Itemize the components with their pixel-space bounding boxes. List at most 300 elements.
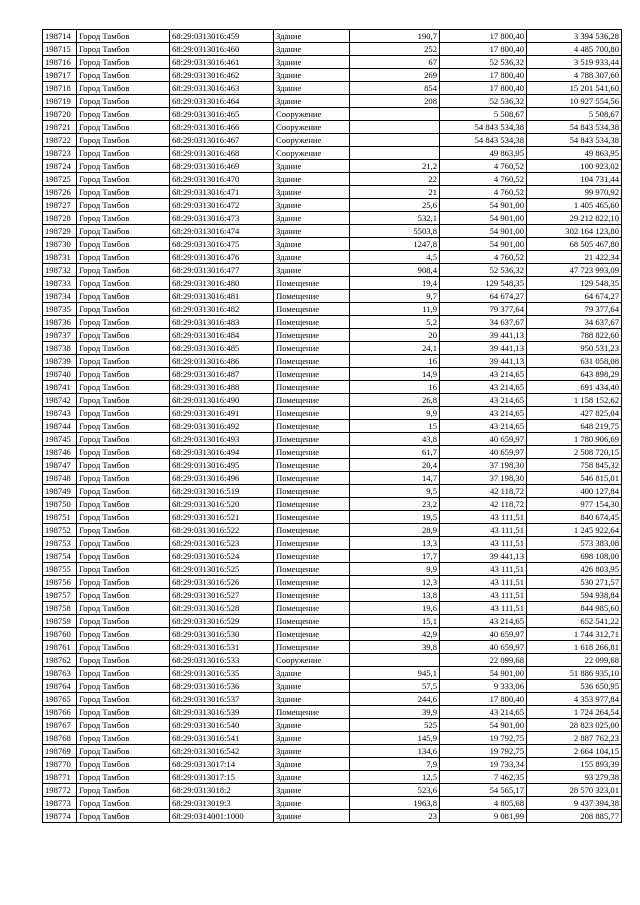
cadastral-value-cell: 1 744 312,71 [527, 628, 622, 641]
table-row [43, 225, 622, 238]
cadastral-value-cell: 2 887 762,23 [527, 732, 622, 745]
area-cell: 9,5 [350, 485, 440, 498]
city-cell: Город Тамбов [77, 732, 170, 745]
area-cell: 11,9 [350, 303, 440, 316]
city-cell: Город Тамбов [77, 368, 170, 381]
unit-value-cell: 54 565,17 [440, 784, 527, 797]
row-number-cell: 198718 [43, 82, 77, 95]
area-cell: 9,9 [350, 563, 440, 576]
city-cell: Город Тамбов [77, 589, 170, 602]
object-type-cell: Помещение [274, 628, 350, 641]
row-number-cell: 198757 [43, 589, 77, 602]
city-cell: Город Тамбов [77, 43, 170, 56]
area-cell [350, 108, 440, 121]
area-cell: 190,7 [350, 30, 440, 43]
city-cell: Город Тамбов [77, 745, 170, 758]
cadastral-number-cell: 68:29:0313016:459 [170, 30, 274, 43]
row-number-cell: 198736 [43, 316, 77, 329]
row-number-cell: 198770 [43, 758, 77, 771]
area-cell: 21 [350, 186, 440, 199]
cadastral-number-cell: 68:29:0313016:526 [170, 576, 274, 589]
cadastral-number-cell: 68:29:0313016:535 [170, 667, 274, 680]
row-number-cell: 198762 [43, 654, 77, 667]
table-row [43, 550, 622, 563]
table-row [43, 368, 622, 381]
cadastral-value-cell: 9 437 394,38 [527, 797, 622, 810]
city-cell: Город Тамбов [77, 472, 170, 485]
unit-value-cell: 52 536,32 [440, 56, 527, 69]
cadastral-number-cell: 68:29:0314001:1000 [170, 810, 274, 823]
unit-value-cell: 9 081,99 [440, 810, 527, 823]
table-row [43, 82, 622, 95]
unit-value-cell: 42 118,72 [440, 498, 527, 511]
cadastral-number-cell: 68:29:0313016:494 [170, 446, 274, 459]
table-row [43, 654, 622, 667]
area-cell: 15 [350, 420, 440, 433]
unit-value-cell: 19 792,75 [440, 732, 527, 745]
table-row [43, 524, 622, 537]
city-cell: Город Тамбов [77, 771, 170, 784]
city-cell: Город Тамбов [77, 134, 170, 147]
city-cell: Город Тамбов [77, 420, 170, 433]
object-type-cell: Помещение [274, 342, 350, 355]
table-row [43, 680, 622, 693]
object-type-cell: Здание [274, 732, 350, 745]
unit-value-cell: 17 800,40 [440, 43, 527, 56]
unit-value-cell: 54 901,00 [440, 238, 527, 251]
table-row [43, 316, 622, 329]
area-cell: 9,9 [350, 407, 440, 420]
city-cell: Город Тамбов [77, 251, 170, 264]
cadastral-value-cell: 1 724 264,54 [527, 706, 622, 719]
cadastral-number-cell: 68:29:0313016:490 [170, 394, 274, 407]
row-number-cell: 198758 [43, 602, 77, 615]
area-cell: 269 [350, 69, 440, 82]
row-number-cell: 198759 [43, 615, 77, 628]
object-type-cell: Здание [274, 758, 350, 771]
row-number-cell: 198774 [43, 810, 77, 823]
cadastral-number-cell: 68:29:0313016:533 [170, 654, 274, 667]
unit-value-cell: 42 118,72 [440, 485, 527, 498]
unit-value-cell: 54 901,00 [440, 667, 527, 680]
object-type-cell: Помещение [274, 420, 350, 433]
row-number-cell: 198764 [43, 680, 77, 693]
unit-value-cell: 54 843 534,38 [440, 134, 527, 147]
area-cell: 17,7 [350, 550, 440, 563]
area-cell: 43,8 [350, 433, 440, 446]
object-type-cell: Помещение [274, 498, 350, 511]
object-type-cell: Помещение [274, 459, 350, 472]
cadastral-number-cell: 68:29:0313016:486 [170, 355, 274, 368]
object-type-cell: Здание [274, 56, 350, 69]
cadastral-number-cell: 68:29:0313016:542 [170, 745, 274, 758]
cadastral-value-cell: 594 938,84 [527, 589, 622, 602]
table-row [43, 30, 622, 43]
unit-value-cell: 54 901,00 [440, 719, 527, 732]
area-cell: 532,1 [350, 212, 440, 225]
table-row [43, 797, 622, 810]
cadastral-number-cell: 68:29:0313016:472 [170, 199, 274, 212]
cadastral-value-cell: 698 108,00 [527, 550, 622, 563]
object-type-cell: Здание [274, 719, 350, 732]
cadastral-value-cell: 208 885,77 [527, 810, 622, 823]
row-number-cell: 198715 [43, 43, 77, 56]
object-type-cell: Помещение [274, 446, 350, 459]
row-number-cell: 198760 [43, 628, 77, 641]
object-type-cell: Помещение [274, 355, 350, 368]
unit-value-cell: 43 214,65 [440, 381, 527, 394]
cadastral-value-cell: 21 422,34 [527, 251, 622, 264]
row-number-cell: 198767 [43, 719, 77, 732]
table-row [43, 290, 622, 303]
object-type-cell: Помещение [274, 524, 350, 537]
unit-value-cell: 4 760,52 [440, 186, 527, 199]
city-cell: Город Тамбов [77, 641, 170, 654]
city-cell: Город Тамбов [77, 446, 170, 459]
row-number-cell: 198722 [43, 134, 77, 147]
table-row [43, 563, 622, 576]
row-number-cell: 198734 [43, 290, 77, 303]
city-cell: Город Тамбов [77, 758, 170, 771]
table-row [43, 446, 622, 459]
cadastral-value-cell: 68 505 467,80 [527, 238, 622, 251]
table-row [43, 667, 622, 680]
area-cell: 12,3 [350, 576, 440, 589]
cadastral-value-cell: 64 674,27 [527, 290, 622, 303]
cadastral-number-cell: 68:29:0313016:520 [170, 498, 274, 511]
unit-value-cell: 54 901,00 [440, 212, 527, 225]
cadastral-number-cell: 68:29:0313016:527 [170, 589, 274, 602]
cadastral-value-cell: 643 898,29 [527, 368, 622, 381]
object-type-cell: Здание [274, 225, 350, 238]
area-cell: 42,9 [350, 628, 440, 641]
city-cell: Город Тамбов [77, 810, 170, 823]
area-cell: 21,2 [350, 160, 440, 173]
table-row [43, 433, 622, 446]
table-row [43, 69, 622, 82]
area-cell: 1963,8 [350, 797, 440, 810]
city-cell: Город Тамбов [77, 342, 170, 355]
table-row [43, 381, 622, 394]
table-row [43, 511, 622, 524]
table-row [43, 173, 622, 186]
cadastral-value-cell: 840 674,45 [527, 511, 622, 524]
object-type-cell: Здание [274, 680, 350, 693]
unit-value-cell: 43 111,51 [440, 576, 527, 589]
cadastral-value-cell: 4 788 307,60 [527, 69, 622, 82]
cadastral-number-cell: 68:29:0313016:485 [170, 342, 274, 355]
unit-value-cell: 54 901,00 [440, 199, 527, 212]
area-cell: 16 [350, 355, 440, 368]
city-cell: Город Тамбов [77, 160, 170, 173]
cadastral-number-cell: 68:29:0313016:529 [170, 615, 274, 628]
table-row [43, 264, 622, 277]
cadastral-value-cell: 546 815,01 [527, 472, 622, 485]
cadastral-value-cell: 1 158 152,62 [527, 394, 622, 407]
cadastral-number-cell: 68:29:0313016:469 [170, 160, 274, 173]
row-number-cell: 198743 [43, 407, 77, 420]
area-cell: 67 [350, 56, 440, 69]
city-cell: Город Тамбов [77, 407, 170, 420]
cadastral-number-cell: 68:29:0313016:465 [170, 108, 274, 121]
city-cell: Город Тамбов [77, 199, 170, 212]
area-cell: 908,4 [350, 264, 440, 277]
object-type-cell: Здание [274, 82, 350, 95]
unit-value-cell: 43 111,51 [440, 602, 527, 615]
area-cell: 57,5 [350, 680, 440, 693]
table-row [43, 628, 622, 641]
row-number-cell: 198738 [43, 342, 77, 355]
area-cell: 252 [350, 43, 440, 56]
area-cell: 4,5 [350, 251, 440, 264]
area-cell: 244,6 [350, 693, 440, 706]
row-number-cell: 198765 [43, 693, 77, 706]
city-cell: Город Тамбов [77, 550, 170, 563]
object-type-cell: Помещение [274, 602, 350, 615]
city-cell: Город Тамбов [77, 680, 170, 693]
table-row [43, 303, 622, 316]
unit-value-cell: 4 760,52 [440, 173, 527, 186]
cadastral-value-cell: 648 219,75 [527, 420, 622, 433]
cadastral-value-cell: 573 383,08 [527, 537, 622, 550]
area-cell: 14,7 [350, 472, 440, 485]
object-type-cell: Здание [274, 810, 350, 823]
area-cell: 1247,8 [350, 238, 440, 251]
row-number-cell: 198731 [43, 251, 77, 264]
cadastral-number-cell: 68:29:0313016:487 [170, 368, 274, 381]
unit-value-cell: 39 441,13 [440, 550, 527, 563]
unit-value-cell: 22 099,68 [440, 654, 527, 667]
row-number-cell: 198723 [43, 147, 77, 160]
cadastral-number-cell: 68:29:0313016:522 [170, 524, 274, 537]
city-cell: Город Тамбов [77, 264, 170, 277]
unit-value-cell: 7 462,35 [440, 771, 527, 784]
city-cell: Город Тамбов [77, 576, 170, 589]
unit-value-cell: 79 377,64 [440, 303, 527, 316]
object-type-cell: Помещение [274, 407, 350, 420]
row-number-cell: 198745 [43, 433, 77, 446]
object-type-cell: Помещение [274, 394, 350, 407]
area-cell: 39,8 [350, 641, 440, 654]
row-number-cell: 198746 [43, 446, 77, 459]
area-cell: 15,1 [350, 615, 440, 628]
cadastral-value-cell: 691 434,40 [527, 381, 622, 394]
table-row [43, 160, 622, 173]
object-type-cell: Здание [274, 771, 350, 784]
area-cell: 16 [350, 381, 440, 394]
object-type-cell: Сооружение [274, 654, 350, 667]
cadastral-value-cell: 950 531,23 [527, 342, 622, 355]
cadastral-value-cell: 99 970,92 [527, 186, 622, 199]
object-type-cell: Помещение [274, 290, 350, 303]
area-cell: 22 [350, 173, 440, 186]
city-cell: Город Тамбов [77, 784, 170, 797]
table-row [43, 615, 622, 628]
cadastral-number-cell: 68:29:0313016:470 [170, 173, 274, 186]
city-cell: Город Тамбов [77, 498, 170, 511]
area-cell [350, 147, 440, 160]
unit-value-cell: 40 659,97 [440, 628, 527, 641]
city-cell: Город Тамбов [77, 563, 170, 576]
city-cell: Город Тамбов [77, 290, 170, 303]
unit-value-cell: 9 333,06 [440, 680, 527, 693]
city-cell: Город Тамбов [77, 277, 170, 290]
unit-value-cell: 37 198,30 [440, 459, 527, 472]
object-type-cell: Здание [274, 186, 350, 199]
object-type-cell: Помещение [274, 615, 350, 628]
cadastral-value-cell: 1 780 906,69 [527, 433, 622, 446]
object-type-cell: Помещение [274, 303, 350, 316]
unit-value-cell: 64 674,27 [440, 290, 527, 303]
area-cell: 20 [350, 329, 440, 342]
row-number-cell: 198766 [43, 706, 77, 719]
cadastral-number-cell: 68:29:0313016:523 [170, 537, 274, 550]
object-type-cell: Здание [274, 69, 350, 82]
cadastral-number-cell: 68:29:0313016:483 [170, 316, 274, 329]
unit-value-cell: 52 536,32 [440, 264, 527, 277]
unit-value-cell: 19 733,34 [440, 758, 527, 771]
cadastral-value-cell: 844 985,60 [527, 602, 622, 615]
object-type-cell: Помещение [274, 329, 350, 342]
cadastral-value-cell: 15 201 541,60 [527, 82, 622, 95]
cadastral-value-cell: 1 245 922,64 [527, 524, 622, 537]
unit-value-cell: 40 659,97 [440, 446, 527, 459]
cadastral-number-cell: 68:29:0313016:468 [170, 147, 274, 160]
city-cell: Город Тамбов [77, 394, 170, 407]
table-row [43, 771, 622, 784]
row-number-cell: 198729 [43, 225, 77, 238]
table-row [43, 108, 622, 121]
object-type-cell: Здание [274, 212, 350, 225]
area-cell: 61,7 [350, 446, 440, 459]
table-row [43, 589, 622, 602]
cadastral-number-cell: 68:29:0313016:475 [170, 238, 274, 251]
table-row [43, 641, 622, 654]
table-row [43, 95, 622, 108]
table-row [43, 537, 622, 550]
cadastral-value-cell: 155 893,39 [527, 758, 622, 771]
cadastral-number-cell: 68:29:0313016:531 [170, 641, 274, 654]
row-number-cell: 198771 [43, 771, 77, 784]
cadastral-number-cell: 68:29:0313016:530 [170, 628, 274, 641]
object-type-cell: Здание [274, 797, 350, 810]
cadastral-number-cell: 68:29:0313016:540 [170, 719, 274, 732]
table-row [43, 810, 622, 823]
table-row [43, 784, 622, 797]
city-cell: Город Тамбов [77, 615, 170, 628]
city-cell: Город Тамбов [77, 719, 170, 732]
cadastral-value-cell: 10 927 554,56 [527, 95, 622, 108]
object-type-cell: Здание [274, 173, 350, 186]
cadastral-number-cell: 68:29:0313017:14 [170, 758, 274, 771]
cadastral-value-cell: 34 637,67 [527, 316, 622, 329]
city-cell: Город Тамбов [77, 316, 170, 329]
unit-value-cell: 19 792,75 [440, 745, 527, 758]
area-cell: 208 [350, 95, 440, 108]
object-type-cell: Здание [274, 43, 350, 56]
unit-value-cell: 54 843 534,38 [440, 121, 527, 134]
city-cell: Город Тамбов [77, 212, 170, 225]
cadastral-number-cell: 68:29:0313016:528 [170, 602, 274, 615]
cadastral-value-cell: 29 212 822,10 [527, 212, 622, 225]
cadastral-value-cell: 93 279,38 [527, 771, 622, 784]
area-cell: 25,6 [350, 199, 440, 212]
unit-value-cell: 5 508,67 [440, 108, 527, 121]
object-type-cell: Здание [274, 238, 350, 251]
table-row [43, 602, 622, 615]
cadastral-number-cell: 68:29:0313016:480 [170, 277, 274, 290]
cadastral-value-cell: 54 843 534,38 [527, 134, 622, 147]
row-number-cell: 198755 [43, 563, 77, 576]
cadastral-number-cell: 68:29:0313016:466 [170, 121, 274, 134]
object-type-cell: Помещение [274, 537, 350, 550]
unit-value-cell: 43 111,51 [440, 511, 527, 524]
cadastral-number-cell: 68:29:0313016:541 [170, 732, 274, 745]
row-number-cell: 198773 [43, 797, 77, 810]
area-cell: 145,9 [350, 732, 440, 745]
object-type-cell: Здание [274, 784, 350, 797]
table-row [43, 693, 622, 706]
table-row [43, 355, 622, 368]
city-cell: Город Тамбов [77, 121, 170, 134]
area-cell: 134,6 [350, 745, 440, 758]
unit-value-cell: 39 441,13 [440, 342, 527, 355]
table-row [43, 732, 622, 745]
cadastral-number-cell: 68:29:0313016:537 [170, 693, 274, 706]
area-cell: 19,6 [350, 602, 440, 615]
row-number-cell: 198748 [43, 472, 77, 485]
table-row [43, 277, 622, 290]
object-type-cell: Здание [274, 95, 350, 108]
city-cell: Город Тамбов [77, 706, 170, 719]
table-row [43, 251, 622, 264]
city-cell: Город Тамбов [77, 329, 170, 342]
unit-value-cell: 43 111,51 [440, 563, 527, 576]
cadastral-value-cell: 28 570 323,01 [527, 784, 622, 797]
city-cell: Город Тамбов [77, 108, 170, 121]
area-cell: 945,1 [350, 667, 440, 680]
row-number-cell: 198735 [43, 303, 77, 316]
cadastral-value-cell: 22 099,68 [527, 654, 622, 667]
table-row [43, 43, 622, 56]
object-type-cell: Здание [274, 693, 350, 706]
cadastral-value-cell: 1 618 266,81 [527, 641, 622, 654]
area-cell: 525 [350, 719, 440, 732]
row-number-cell: 198720 [43, 108, 77, 121]
city-cell: Город Тамбов [77, 693, 170, 706]
area-cell: 7,9 [350, 758, 440, 771]
city-cell: Город Тамбов [77, 56, 170, 69]
object-type-cell: Здание [274, 160, 350, 173]
area-cell: 23,2 [350, 498, 440, 511]
area-cell: 26,8 [350, 394, 440, 407]
object-type-cell: Помещение [274, 316, 350, 329]
table-row [43, 420, 622, 433]
unit-value-cell: 17 800,40 [440, 693, 527, 706]
table-row [43, 329, 622, 342]
area-cell: 854 [350, 82, 440, 95]
row-number-cell: 198719 [43, 95, 77, 108]
unit-value-cell: 129 548,35 [440, 277, 527, 290]
city-cell: Город Тамбов [77, 654, 170, 667]
cadastral-value-cell: 302 164 123,80 [527, 225, 622, 238]
table-row [43, 394, 622, 407]
cadastral-value-cell: 400 127,84 [527, 485, 622, 498]
object-type-cell: Помещение [274, 485, 350, 498]
city-cell: Город Тамбов [77, 355, 170, 368]
cadastral-number-cell: 68:29:0313016:471 [170, 186, 274, 199]
cadastral-value-cell: 3 519 933,44 [527, 56, 622, 69]
